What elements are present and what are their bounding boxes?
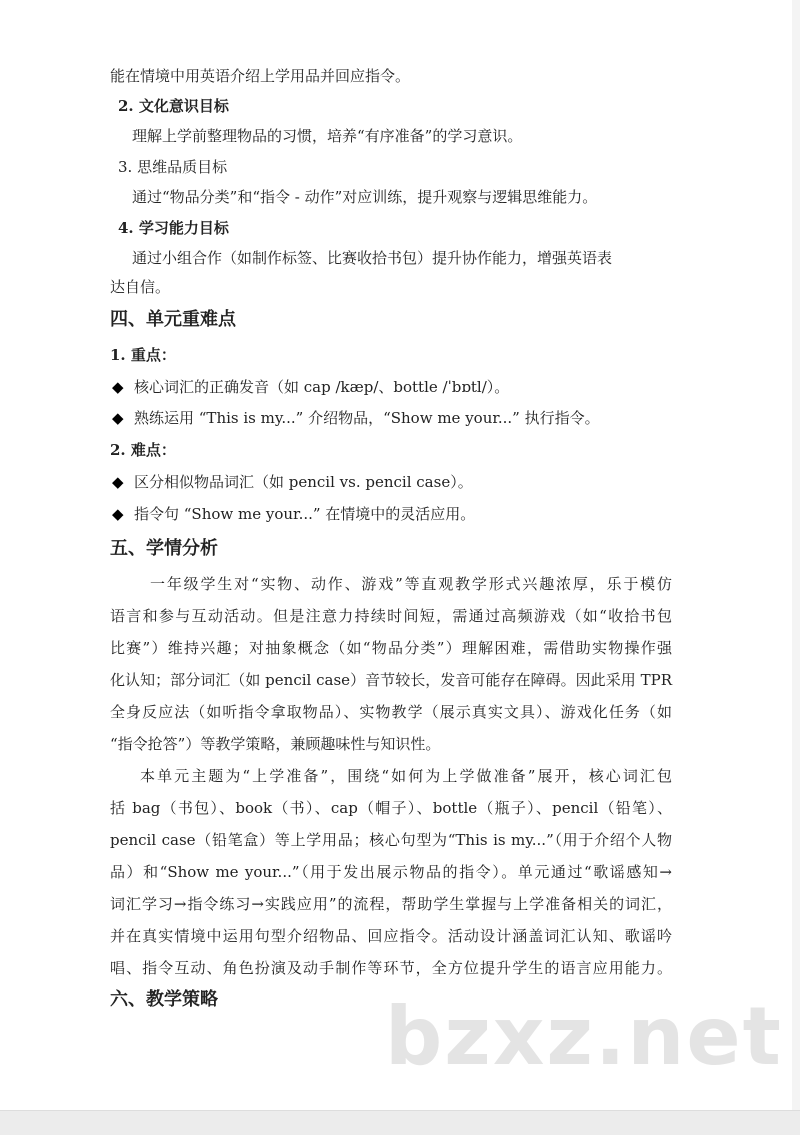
watermark: bzxz.net: [385, 990, 783, 1083]
subheading-learning: 4. 学习能力目标: [118, 219, 229, 237]
text-line: 理解上学前整理物品的习惯，培养“有序准备”的学习意识。: [132, 127, 523, 145]
text-line: 化认知；部分词汇（如 pencil case）音节较长，发音可能存在障碍。因此采用 TPR: [110, 671, 672, 689]
text-line: 全身反应法（如听指令拿取物品）、实物教学（展示真实文具）、游戏化任务（如: [110, 703, 672, 721]
list-item: [112, 408, 600, 428]
subheading-culture: 2. 文化意识目标: [118, 97, 229, 115]
list-item: [112, 377, 509, 397]
text-line: 通过“物品分类”和“指令 - 动作”对应训练，提升观察与逻辑思维能力。: [132, 188, 598, 206]
text-line: 本单元主题为“上学准备”，围绕“如何为上学做准备”展开，核心词汇包: [140, 767, 672, 785]
text-line: 括 bag（书包）、book（书）、cap（帽子）、bottle（瓶子）、pencil（铅笔）、: [110, 799, 672, 817]
list-item: [112, 504, 475, 524]
text-line: 品）和“Show me your...”（用于发出展示物品的指令）。单元通过“歌谣感知→: [110, 863, 672, 881]
diamond-bullet-icon: ◆: [112, 378, 124, 396]
text-line: 并在真实情境中运用句型介绍物品、回应指令。活动设计涵盖词汇认知、歌谣吟: [110, 927, 672, 945]
text-line: “指令抢答”）等教学策略，兼顾趣味性与知识性。: [110, 735, 441, 753]
text-line: 一年级学生对“实物、动作、游戏”等直观教学形式兴趣浓厚，乐于模仿: [150, 575, 672, 593]
list-item-text: 指令句 “Show me your...” 在情境中的灵活应用。: [134, 505, 476, 523]
list-item-text: 核心词汇的正确发音（如 cap /kæp/、bottle /ˈbɒtl/）。: [134, 378, 510, 396]
page-edge: [792, 0, 800, 1110]
section-heading-4: 四、单元重难点: [110, 309, 236, 330]
diamond-bullet-icon: ◆: [112, 473, 124, 491]
diamond-bullet-icon: ◆: [112, 505, 124, 523]
difficult-points-title: 2. 难点：: [110, 441, 176, 459]
text-line: 通过小组合作（如制作标签、比赛收拾书包）提升协作能力，增强英语表: [132, 249, 613, 267]
text-line: 比赛”）维持兴趣；对抽象概念（如“物品分类”）理解困难，需借助实物操作强: [110, 639, 672, 657]
section-heading-5: 五、学情分析: [110, 538, 218, 559]
text-line: 词汇学习→指令练习→实践应用”的流程，帮助学生掌握与上学准备相关的词汇，: [110, 895, 672, 913]
text-line: 语言和参与互动活动。但是注意力持续时间短，需通过高频游戏（如“收拾书包: [110, 607, 672, 625]
key-points-title: 1. 重点：: [110, 346, 176, 364]
section-heading-6: 六、教学策略: [110, 989, 218, 1010]
diamond-bullet-icon: ◆: [112, 409, 124, 427]
list-item: [112, 472, 473, 492]
list-item-text: 区分相似物品词汇（如 pencil vs. pencil case）。: [134, 473, 473, 491]
subheading-thinking: 3. 思维品质目标: [118, 158, 228, 176]
list-item-text: 熟练运用 “This is my...” 介绍物品，“Show me your...” 执行指令。: [134, 409, 600, 427]
text-line: 唱、指令互动、角色扮演及动手制作等环节，全方位提升学生的语言应用能力。: [110, 959, 672, 977]
text-line: 达自信。: [110, 278, 171, 296]
text-line: pencil case（铅笔盒）等上学用品；核心句型为“This is my...”（用于介绍个人物: [110, 831, 672, 849]
text-line: 能在情境中用英语介绍上学用品并回应指令。: [110, 67, 411, 85]
page-bottom-bar: [0, 1110, 800, 1135]
